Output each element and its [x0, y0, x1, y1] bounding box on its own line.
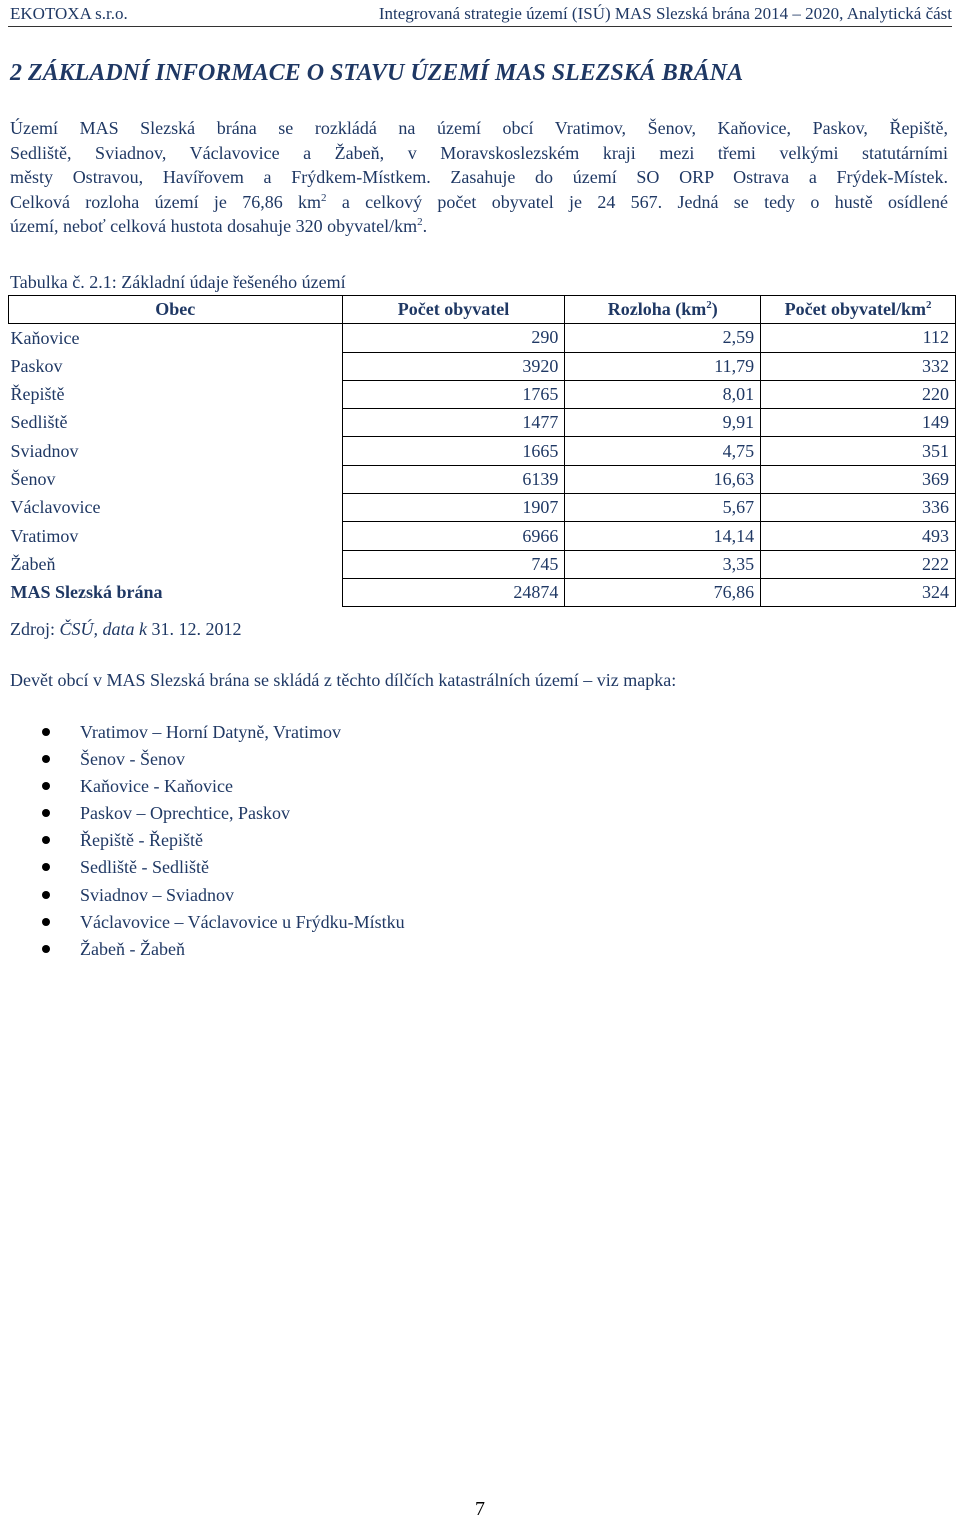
cell-area: 4,75	[565, 437, 761, 465]
table-row	[9, 409, 956, 437]
bullet-icon	[42, 918, 50, 926]
cell-density: 493	[761, 522, 956, 550]
header-divider	[8, 26, 952, 27]
cell-area: 16,63	[565, 465, 761, 493]
bullet-icon	[42, 755, 50, 763]
page-number: 7	[475, 1498, 485, 1520]
cell-density: 336	[761, 494, 956, 522]
cell-name: Šenov	[10, 468, 56, 489]
page-header	[10, 4, 952, 26]
cell-density: 332	[761, 352, 956, 380]
cell-name: Paskov	[10, 355, 63, 376]
list-item-text: Václavovice – Václavovice u Frýdku-Místku	[80, 911, 405, 932]
list-item	[0, 828, 405, 855]
cell-population: 745	[342, 550, 565, 578]
cell-density: 324	[761, 578, 956, 606]
paragraph-line: Sedliště, Sviadnov, Václavovice a Žabeň, v Moravskoslezském kraji mezi třemi velkými statutárními	[10, 142, 948, 163]
table-row	[9, 465, 956, 493]
cell-population: 1477	[342, 409, 565, 437]
list-item	[0, 747, 405, 774]
list-item	[0, 801, 405, 828]
cell-name: Václavovice	[10, 497, 101, 518]
paragraph-line: Celková rozloha území je 76,86 $km^2$ a celkový počet obyvatel je 24 567. Jedná se tedy o hustě osídlené	[10, 191, 948, 212]
table-row	[9, 437, 956, 465]
table-row	[9, 550, 956, 578]
header-population: Počet obyvatel	[342, 296, 565, 324]
cell-population: 6966	[342, 522, 565, 550]
header-obec: Obec	[9, 296, 343, 324]
table-caption: Tabulka č. 2.1: Základní údaje řešeného území	[10, 272, 346, 292]
bullet-icon	[42, 728, 50, 736]
cell-area: 9,91	[565, 409, 761, 437]
cell-area: 76,86	[565, 578, 761, 606]
bullet-icon	[42, 809, 50, 817]
paragraph-line: Území MAS Slezská brána se rozkládá na území obcí Vratimov, Šenov, Kaňovice, Paskov, Řepiště,	[10, 118, 948, 138]
cadastral-list	[0, 720, 405, 964]
list-item	[0, 774, 405, 801]
header-document-title: Integrovaná strategie území (ISÚ) MAS Slezská brána 2014 – 2020, Analytická část	[378, 4, 952, 23]
cell-area: 8,01	[565, 380, 761, 408]
header-area: Rozloha $(km^2)$	[565, 296, 761, 324]
cell-name: Sviadnov	[10, 440, 79, 461]
cell-density: 149	[761, 409, 956, 437]
cell-population: 24874	[342, 578, 565, 606]
cell-area: 11,79	[565, 352, 761, 380]
list-item-text: Šenov - Šenov	[80, 749, 185, 770]
bullet-icon	[42, 863, 50, 871]
cell-density: 369	[761, 465, 956, 493]
cell-population: 6139	[342, 465, 565, 493]
table-row	[9, 352, 956, 380]
list-item	[0, 937, 405, 964]
table-row	[9, 522, 956, 550]
list-item-text: Žabeň - Žabeň	[80, 938, 185, 959]
cell-name: Sedliště	[10, 412, 68, 433]
bullet-icon	[42, 836, 50, 844]
cell-area: 3,35	[565, 550, 761, 578]
list-item	[0, 855, 405, 882]
cell-density: 220	[761, 380, 956, 408]
list-item-text: Sviadnov – Sviadnov	[80, 884, 235, 905]
cell-population: 1765	[342, 380, 565, 408]
cell-area: 14,14	[565, 522, 761, 550]
cell-name: Kaňovice	[10, 327, 80, 348]
list-item-text: Sedliště - Sedliště	[80, 857, 209, 878]
paragraph-line: městy Ostravou, Havířovem a Frýdkem-Místkem. Zasahuje do území SO ORP Ostrava a Frýdek-Místek.	[10, 167, 948, 187]
cell-population: 1665	[342, 437, 565, 465]
table-header-row	[9, 296, 956, 324]
bullet-icon	[42, 782, 50, 790]
bullet-icon	[42, 891, 50, 899]
header-density: Počet obyvatel/$km^2$	[761, 296, 956, 324]
bullet-icon	[42, 945, 50, 953]
cell-name: MAS Slezská brána	[10, 582, 163, 603]
cell-population: 290	[342, 324, 565, 352]
paragraph-line: území, neboť celková hustota dosahuje 320 obyvatel/$km^2$.	[10, 216, 428, 236]
section-heading: 2 ZÁKLADNÍ INFORMACE O STAVU ÚZEMÍ MAS SLEZSKÁ BRÁNA	[10, 60, 744, 86]
cell-population: 3920	[342, 352, 565, 380]
list-item	[0, 910, 405, 937]
municipalities-table	[8, 295, 956, 607]
table-row	[9, 494, 956, 522]
cell-area: 5,67	[565, 494, 761, 522]
cell-area: 2,59	[565, 324, 761, 352]
list-item-text: Kaňovice - Kaňovice	[80, 776, 233, 797]
intro-paragraph	[10, 116, 948, 239]
list-item	[0, 883, 405, 910]
cell-density: 351	[761, 437, 956, 465]
list-item-text: Řepiště - Řepiště	[80, 830, 203, 851]
cell-density: 112	[761, 324, 956, 352]
cell-density: 222	[761, 550, 956, 578]
header-company: EKOTOXA s.r.o.	[10, 4, 128, 23]
table-row	[9, 380, 956, 408]
cell-population: 1907	[342, 494, 565, 522]
table-row	[9, 324, 956, 352]
cell-name: Vratimov	[10, 525, 79, 546]
table-source: Zdroj: ČSÚ, data k 31. 12. 2012	[10, 619, 242, 639]
table-total-row	[9, 578, 956, 606]
list-item-text: Paskov – Oprechtice, Paskov	[80, 803, 290, 824]
cell-name: Řepiště	[10, 384, 65, 405]
list-item-text: Vratimov – Horní Datyně, Vratimov	[80, 722, 341, 742]
list-item	[0, 720, 405, 747]
list-intro: Devět obcí v MAS Slezská brána se skládá z těchto dílčích katastrálních území – viz mapka:	[10, 670, 677, 690]
cell-name: Žabeň	[10, 553, 56, 574]
